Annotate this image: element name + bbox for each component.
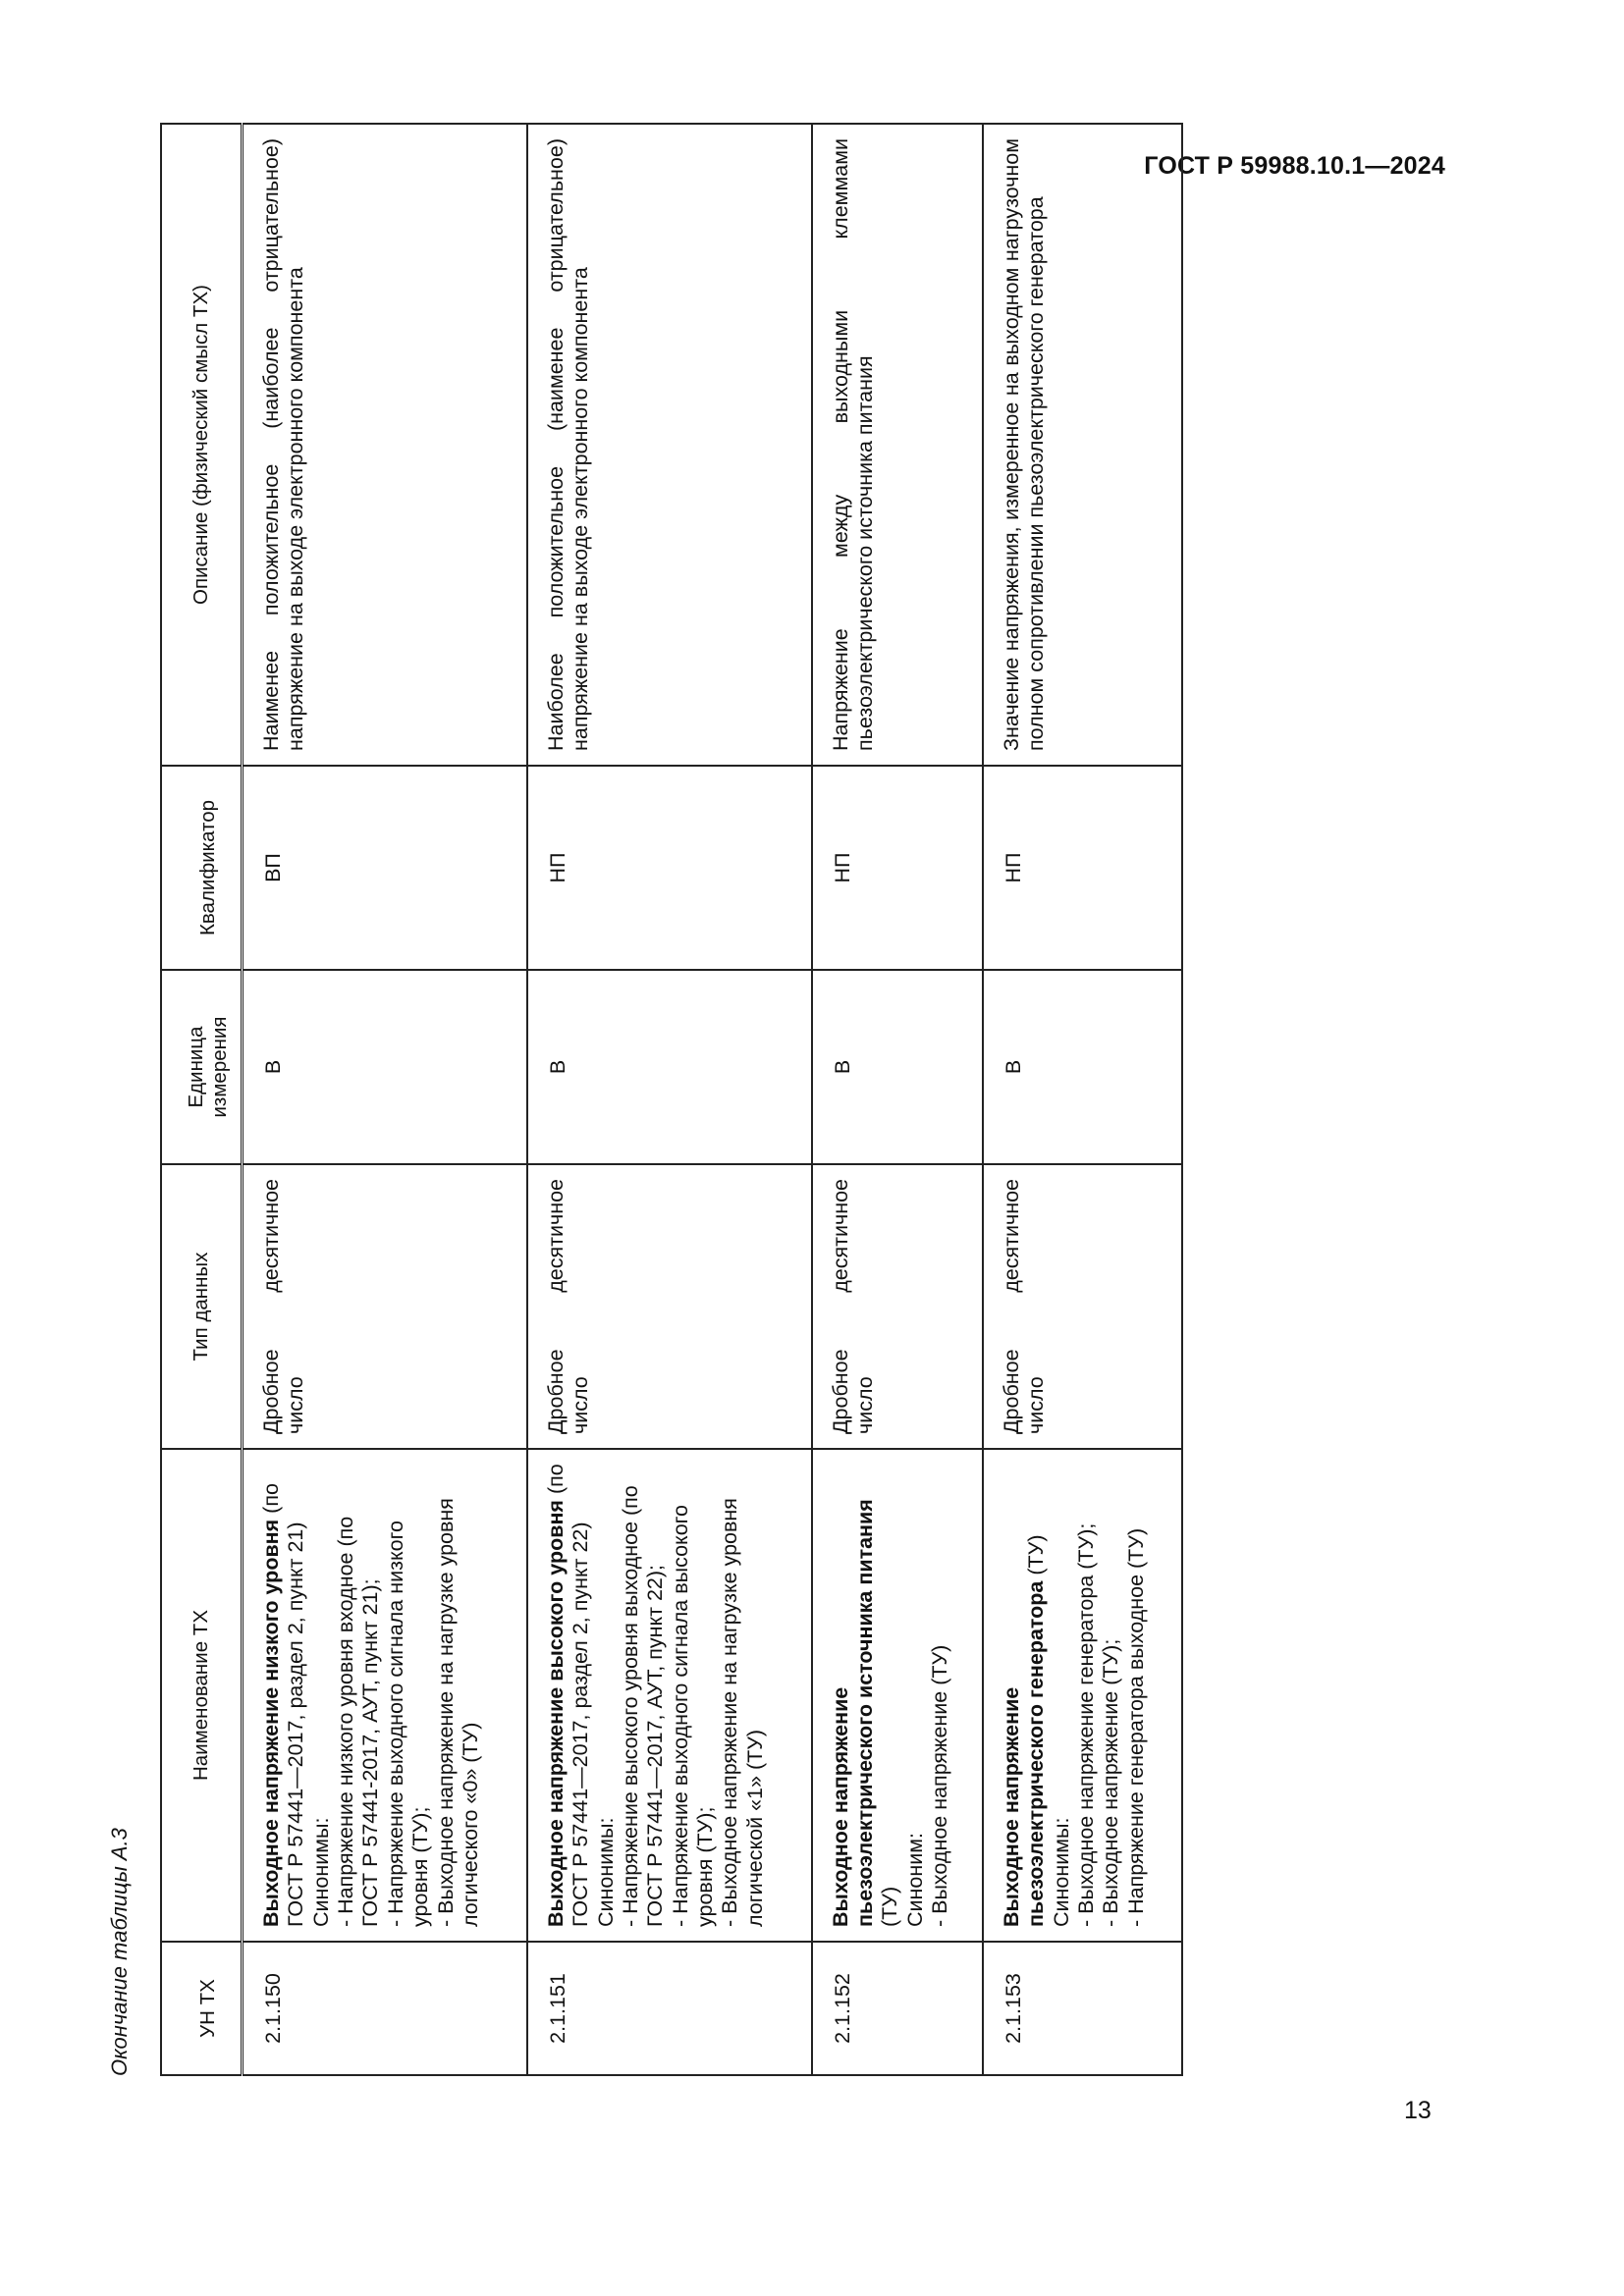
name-title: Выходное напряжение пьезоэлектрического генератора	[999, 1580, 1049, 1927]
standard-designation: ГОСТ Р 59988.10.1—2024	[1144, 152, 1445, 180]
cell-description: Напряжение между выходными клеммами пьезоэлектрического источника питания	[812, 124, 983, 766]
page-number: 13	[1404, 2097, 1432, 2124]
cell-type: Дробное десятичное число	[983, 1164, 1182, 1449]
col-header-name: Наименование ТХ	[161, 1449, 243, 1942]
synonym-item: - Напряжение выходного сигнала низкого уровня (ТУ);	[383, 1521, 433, 1927]
name-title: Выходное напряжение высокого уровня	[543, 1500, 568, 1927]
name-reference: (по ГОСТ Р 57441—2017, раздел 2, пункт 22)	[543, 1464, 593, 1927]
col-header-unit: Единица измерения	[161, 970, 243, 1164]
synonym-item: - Напряжение высокого уровня выходное (по ГОСТ Р 57441—2017, АУТ, пункт 22);	[618, 1485, 668, 1927]
synonym-item: - Выходное напряжение (ТУ)	[928, 1644, 952, 1927]
cell-id: 2.1.152	[812, 1942, 983, 2075]
cell-qualifier: НП	[527, 766, 812, 970]
cell-unit: В	[983, 970, 1182, 1164]
cell-qualifier: НП	[983, 766, 1182, 970]
name-reference: (ТУ)	[1024, 1534, 1049, 1581]
cell-unit: В	[243, 970, 527, 1164]
synonym-item: - Напряжение низкого уровня входное (по ГОСТ Р 57441-2017, АУТ, пункт 21);	[334, 1516, 383, 1927]
table-header-row	[161, 124, 243, 2075]
characteristics-table	[160, 123, 1183, 2076]
cell-qualifier: НП	[812, 766, 983, 970]
cell-qualifier: ВП	[243, 766, 527, 970]
cell-name	[812, 1449, 983, 1942]
cell-name	[527, 1449, 812, 1942]
synonym-item: - Напряжение генератора выходное (ТУ)	[1123, 1527, 1148, 1927]
synonyms-label: Синонимы:	[308, 1817, 333, 1927]
synonyms-label: Синонимы:	[593, 1817, 618, 1927]
cell-type: Дробное десятичное число	[243, 1164, 527, 1449]
synonym-item: - Выходное напряжение на нагрузке уровня логического «0» (ТУ)	[433, 1498, 482, 1927]
col-header-id: УН ТХ	[161, 1942, 243, 2075]
rotated-table-block	[107, 138, 1183, 2076]
synonyms-label: Синоним:	[902, 1832, 927, 1927]
cell-description: Наименее положительное (наиболее отрицательное) напряжение на выходе электронного компонента	[243, 124, 527, 766]
cell-id: 2.1.151	[527, 1942, 812, 2075]
col-header-type: Тип данных	[161, 1164, 243, 1449]
synonyms-label: Синонимы:	[1049, 1817, 1073, 1927]
cell-type: Дробное десятичное число	[527, 1164, 812, 1449]
cell-name	[983, 1449, 1182, 1942]
cell-id: 2.1.153	[983, 1942, 1182, 2075]
table-row	[812, 124, 983, 2075]
cell-id: 2.1.150	[243, 1942, 527, 2075]
cell-description: Значение напряжения, измеренное на выходном нагрузочном полном сопротивлении пьезоэлектрического генератора	[983, 124, 1182, 766]
synonym-item: - Выходное напряжение (ТУ);	[1099, 1638, 1123, 1927]
name-title: Выходное напряжение пьезоэлектрического источника питания	[828, 1499, 878, 1927]
table-row	[983, 124, 1182, 2075]
table-caption: Окончание таблицы А.3	[107, 1828, 132, 2076]
table-row	[243, 124, 527, 2075]
cell-unit: В	[812, 970, 983, 1164]
name-reference: (ТУ)	[878, 1886, 902, 1927]
col-header-description: Описание (физический смысл ТХ)	[161, 124, 243, 766]
name-reference: (по ГОСТ Р 57441—2017, раздел 2, пункт 21)	[259, 1483, 308, 1927]
cell-unit: В	[527, 970, 812, 1164]
synonym-item: - Выходное напряжение генератора (ТУ);	[1073, 1522, 1098, 1927]
synonym-item: - Выходное напряжение на нагрузке уровня логической «1» (ТУ)	[718, 1498, 767, 1927]
cell-type: Дробное десятичное число	[812, 1164, 983, 1449]
synonym-item: - Напряжение выходного сигнала высокого уровня (ТУ);	[668, 1505, 718, 1927]
cell-name	[243, 1449, 527, 1942]
name-title: Выходное напряжение низкого уровня	[259, 1519, 283, 1927]
col-header-qualifier: Квалификатор	[161, 766, 243, 970]
cell-description: Наиболее положительное (наименее отрицательное) напряжение на выходе электронного компонента	[527, 124, 812, 766]
table-row	[527, 124, 812, 2075]
